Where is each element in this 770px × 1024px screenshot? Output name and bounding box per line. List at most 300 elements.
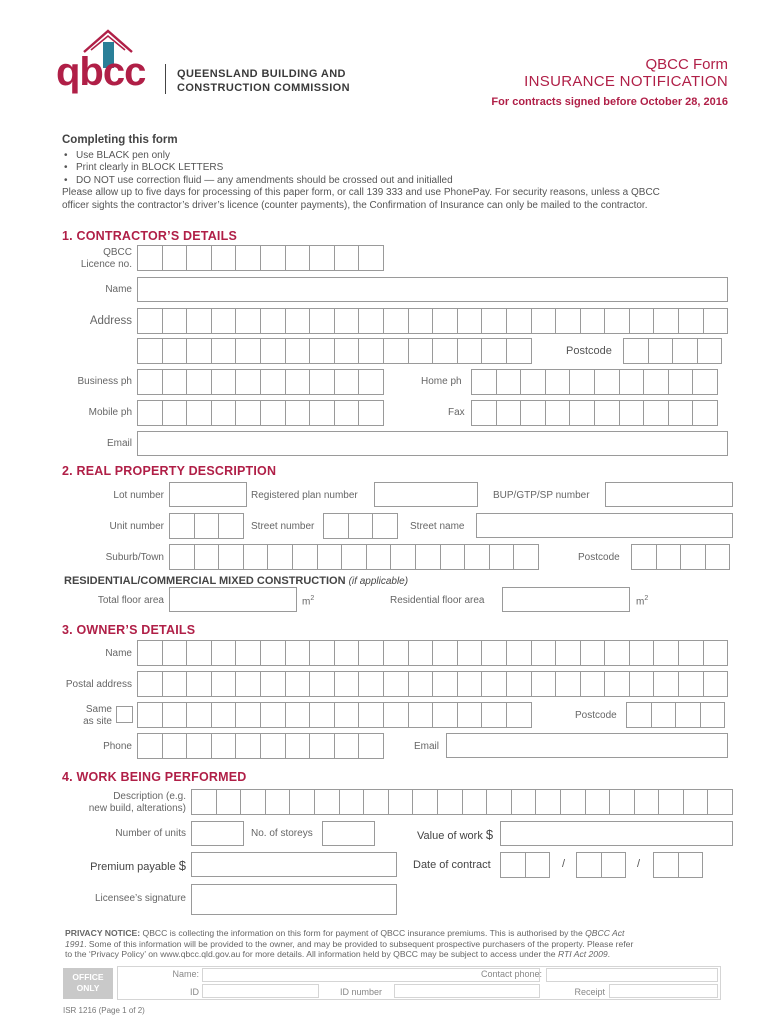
street-number-cells[interactable] (323, 513, 397, 539)
input-cell[interactable] (137, 640, 163, 666)
input-cell[interactable] (629, 308, 655, 334)
input-cell[interactable] (658, 789, 684, 815)
owner-name-label: Name (105, 648, 132, 659)
org-line-2: CONSTRUCTION COMMISSION (177, 82, 350, 94)
owner-phone-cells[interactable] (137, 733, 383, 759)
input-cell[interactable] (383, 640, 409, 666)
input-cell[interactable] (309, 369, 335, 395)
description-cells[interactable] (191, 789, 732, 815)
input-cell[interactable] (506, 702, 532, 728)
office-receipt-label: Receipt (574, 987, 605, 997)
input-cell[interactable] (432, 338, 458, 364)
input-cell[interactable] (576, 852, 602, 878)
input-cell[interactable] (440, 544, 466, 570)
input-cell[interactable] (432, 308, 458, 334)
input-cell[interactable] (432, 702, 458, 728)
input-cell[interactable] (235, 245, 261, 271)
input-cell[interactable] (500, 852, 526, 878)
input-cell[interactable] (481, 671, 507, 697)
input-cell[interactable] (555, 671, 581, 697)
same-as-site-label: Same as site (83, 704, 112, 727)
input-cell[interactable] (309, 640, 335, 666)
office-receipt-field[interactable] (609, 984, 718, 998)
input-cell[interactable] (309, 245, 335, 271)
input-cell[interactable] (496, 400, 522, 426)
input-cell[interactable] (506, 308, 532, 334)
office-id-field[interactable] (202, 984, 319, 998)
input-cell[interactable] (358, 369, 384, 395)
bup-field[interactable] (605, 482, 733, 507)
input-cell[interactable] (457, 308, 483, 334)
premium-field[interactable] (191, 852, 397, 877)
input-cell[interactable] (651, 702, 677, 728)
input-cell[interactable] (211, 369, 237, 395)
licence-number-cells[interactable] (137, 245, 383, 271)
input-cell[interactable] (486, 789, 512, 815)
input-cell[interactable] (211, 400, 237, 426)
input-cell[interactable] (683, 789, 709, 815)
input-cell[interactable] (358, 640, 384, 666)
input-cell[interactable] (569, 400, 595, 426)
input-cell[interactable] (412, 789, 438, 815)
input-cell[interactable] (334, 733, 360, 759)
input-cell[interactable] (162, 733, 188, 759)
input-cell[interactable] (506, 671, 532, 697)
input-cell[interactable] (408, 702, 434, 728)
input-cell[interactable] (437, 789, 463, 815)
contractor-postcode-cells[interactable] (623, 338, 721, 364)
input-cell[interactable] (211, 702, 237, 728)
section-2-title: 2. REAL PROPERTY DESCRIPTION (62, 464, 277, 478)
input-cell[interactable] (609, 789, 635, 815)
total-floor-field[interactable] (169, 587, 297, 612)
units-label: Number of units (115, 828, 186, 839)
input-cell[interactable] (285, 671, 311, 697)
lot-number-field[interactable] (169, 482, 247, 507)
input-cell[interactable] (162, 369, 188, 395)
input-cell[interactable] (358, 338, 384, 364)
input-cell[interactable] (309, 702, 335, 728)
registered-plan-field[interactable] (374, 482, 478, 507)
date-label: Date of contract (413, 859, 491, 871)
input-cell[interactable] (211, 338, 237, 364)
input-cell[interactable] (560, 789, 586, 815)
input-cell[interactable] (692, 369, 718, 395)
suburb-cells[interactable] (169, 544, 538, 570)
input-cell[interactable] (703, 671, 729, 697)
input-cell[interactable] (594, 400, 620, 426)
input-cell[interactable] (309, 400, 335, 426)
input-cell[interactable] (408, 338, 434, 364)
input-cell[interactable] (260, 308, 286, 334)
input-cell[interactable] (629, 671, 655, 697)
instructions-heading: Completing this form (62, 134, 178, 146)
input-cell[interactable] (481, 702, 507, 728)
input-cell[interactable] (334, 640, 360, 666)
postal-address-cells[interactable] (137, 671, 727, 697)
lot-number-label: Lot number (113, 490, 164, 501)
total-floor-label: Total floor area (97, 595, 164, 606)
fax-cells[interactable] (471, 400, 717, 426)
input-cell[interactable] (285, 702, 311, 728)
input-cell[interactable] (408, 640, 434, 666)
input-cell[interactable] (137, 702, 163, 728)
address-line-2-cells[interactable] (137, 338, 531, 364)
input-cell[interactable] (604, 640, 630, 666)
input-cell[interactable] (520, 400, 546, 426)
input-cell[interactable] (285, 338, 311, 364)
storeys-label: No. of storeys (251, 828, 313, 839)
input-cell[interactable] (668, 369, 694, 395)
input-cell[interactable] (388, 789, 414, 815)
input-cell[interactable] (383, 671, 409, 697)
input-cell[interactable] (162, 400, 188, 426)
input-cell[interactable] (481, 308, 507, 334)
input-cell[interactable] (358, 245, 384, 271)
input-cell[interactable] (700, 702, 726, 728)
input-cell[interactable] (186, 640, 212, 666)
office-use-panel (117, 966, 721, 1000)
input-cell[interactable] (643, 400, 669, 426)
input-cell[interactable] (162, 640, 188, 666)
input-cell[interactable] (137, 308, 163, 334)
input-cell[interactable] (218, 544, 244, 570)
input-cell[interactable] (243, 544, 269, 570)
input-cell[interactable] (358, 400, 384, 426)
input-cell[interactable] (216, 789, 242, 815)
input-cell[interactable] (137, 245, 163, 271)
input-cell[interactable] (260, 369, 286, 395)
input-cell[interactable] (580, 308, 606, 334)
input-cell[interactable] (260, 733, 286, 759)
input-cell[interactable] (317, 544, 343, 570)
residential-floor-unit: $m^2$ (636, 595, 649, 608)
input-cell[interactable] (211, 671, 237, 697)
contractor-name-field[interactable] (137, 277, 728, 302)
input-cell[interactable] (309, 733, 335, 759)
input-cell[interactable] (569, 369, 595, 395)
value-field[interactable] (500, 821, 733, 846)
input-cell[interactable] (137, 733, 163, 759)
input-cell[interactable] (634, 789, 660, 815)
input-cell[interactable] (186, 400, 212, 426)
input-cell[interactable] (415, 544, 441, 570)
input-cell[interactable] (648, 338, 674, 364)
input-cell[interactable] (656, 544, 682, 570)
input-cell[interactable] (432, 671, 458, 697)
input-cell[interactable] (235, 338, 261, 364)
input-cell[interactable] (457, 671, 483, 697)
signature-field[interactable] (191, 884, 397, 915)
mobile-phone-cells[interactable] (137, 400, 383, 426)
street-name-field[interactable] (476, 513, 733, 538)
storeys-field[interactable] (322, 821, 375, 846)
input-cell[interactable] (520, 369, 546, 395)
input-cell[interactable] (383, 338, 409, 364)
input-cell[interactable] (334, 369, 360, 395)
input-cell[interactable] (285, 733, 311, 759)
input-cell[interactable] (531, 308, 557, 334)
input-cell[interactable] (334, 308, 360, 334)
input-cell[interactable] (162, 671, 188, 697)
input-cell[interactable] (585, 789, 611, 815)
input-cell[interactable] (260, 245, 286, 271)
input-cell[interactable] (457, 640, 483, 666)
input-cell[interactable] (186, 308, 212, 334)
input-cell[interactable] (457, 702, 483, 728)
input-cell[interactable] (285, 245, 311, 271)
bup-label: BUP/GTP/SP number (493, 490, 590, 501)
input-cell[interactable] (289, 789, 315, 815)
input-cell[interactable] (285, 369, 311, 395)
input-cell[interactable] (525, 852, 551, 878)
input-cell[interactable] (186, 369, 212, 395)
input-cell[interactable] (309, 308, 335, 334)
input-cell[interactable] (372, 513, 398, 539)
input-cell[interactable] (211, 733, 237, 759)
input-cell[interactable] (186, 733, 212, 759)
input-cell[interactable] (194, 513, 220, 539)
input-cell[interactable] (555, 640, 581, 666)
input-cell[interactable] (471, 369, 497, 395)
input-cell[interactable] (580, 640, 606, 666)
input-cell[interactable] (309, 338, 335, 364)
input-cell[interactable] (309, 671, 335, 697)
input-cell[interactable] (235, 671, 261, 697)
org-line-1: QUEENSLAND BUILDING AND (177, 68, 346, 80)
input-cell[interactable] (457, 338, 483, 364)
input-cell[interactable] (545, 369, 571, 395)
office-id-number-label: ID number (340, 987, 383, 997)
input-cell[interactable] (235, 400, 261, 426)
form-subtitle: For contracts signed before October 28, 2016 (491, 96, 728, 108)
input-cell[interactable] (191, 789, 217, 815)
input-cell[interactable] (678, 671, 704, 697)
input-cell[interactable] (334, 702, 360, 728)
input-cell[interactable] (235, 702, 261, 728)
input-cell[interactable] (462, 789, 488, 815)
input-cell[interactable] (697, 338, 723, 364)
input-cell[interactable] (668, 400, 694, 426)
input-cell[interactable] (260, 671, 286, 697)
input-cell[interactable] (162, 702, 188, 728)
form-code: ISR 1216 (Page 1 of 2) (63, 1006, 145, 1015)
input-cell[interactable] (137, 671, 163, 697)
input-cell[interactable] (545, 400, 571, 426)
input-cell[interactable] (363, 789, 389, 815)
office-name-label: Name: (172, 969, 199, 979)
input-cell[interactable] (137, 338, 163, 364)
input-cell[interactable] (186, 671, 212, 697)
business-ph-label: Business ph (77, 376, 132, 387)
input-cell[interactable] (358, 671, 384, 697)
input-cell[interactable] (235, 640, 261, 666)
registered-plan-label: Registered plan number (251, 490, 358, 501)
input-cell[interactable] (285, 308, 311, 334)
input-cell[interactable] (235, 369, 261, 395)
input-cell[interactable] (692, 400, 718, 426)
input-cell[interactable] (348, 513, 374, 539)
input-cell[interactable] (471, 400, 497, 426)
input-cell[interactable] (235, 733, 261, 759)
property-postcode-label: Postcode (578, 552, 620, 563)
unit-number-cells[interactable] (169, 513, 243, 539)
input-cell[interactable] (334, 671, 360, 697)
input-cell[interactable] (334, 400, 360, 426)
home-ph-label: Home ph (421, 376, 462, 387)
total-floor-unit: $m^2$ (302, 595, 315, 608)
input-cell[interactable] (531, 671, 557, 697)
input-cell[interactable] (703, 640, 729, 666)
input-cell[interactable] (334, 245, 360, 271)
owner-postcode-cells[interactable] (626, 702, 724, 728)
input-cell[interactable] (162, 338, 188, 364)
input-cell[interactable] (267, 544, 293, 570)
input-cell[interactable] (211, 640, 237, 666)
input-cell[interactable] (672, 338, 698, 364)
property-postcode-cells[interactable] (631, 544, 729, 570)
input-cell[interactable] (285, 640, 311, 666)
input-cell[interactable] (292, 544, 318, 570)
date-month-cells[interactable] (576, 852, 625, 878)
input-cell[interactable] (169, 513, 195, 539)
business-phone-cells[interactable] (137, 369, 383, 395)
input-cell[interactable] (339, 789, 365, 815)
input-cell[interactable] (678, 308, 704, 334)
input-cell[interactable] (358, 733, 384, 759)
input-cell[interactable] (513, 544, 539, 570)
bullet-item: • DO NOT use correction fluid — any amendments should be crossed out and initialled (64, 174, 453, 186)
input-cell[interactable] (137, 369, 163, 395)
input-cell[interactable] (703, 308, 729, 334)
input-cell[interactable] (260, 702, 286, 728)
input-cell[interactable] (680, 544, 706, 570)
input-cell[interactable] (285, 400, 311, 426)
input-cell[interactable] (531, 640, 557, 666)
input-cell[interactable] (464, 544, 490, 570)
address-line-1-cells[interactable] (137, 308, 727, 334)
owner-email-field[interactable] (446, 733, 728, 758)
input-cell[interactable] (218, 513, 244, 539)
input-cell[interactable] (653, 308, 679, 334)
input-cell[interactable] (580, 671, 606, 697)
description-label: Description (e.g. new build, alterations) (88, 791, 186, 814)
input-cell[interactable] (260, 400, 286, 426)
input-cell[interactable] (240, 789, 266, 815)
input-cell[interactable] (162, 308, 188, 334)
name-label: Name (105, 284, 132, 295)
input-cell[interactable] (383, 308, 409, 334)
input-cell[interactable] (489, 544, 515, 570)
input-cell[interactable] (705, 544, 731, 570)
same-as-site-checkbox[interactable] (116, 706, 133, 723)
input-cell[interactable] (506, 640, 532, 666)
input-cell[interactable] (707, 789, 733, 815)
input-cell[interactable] (390, 544, 416, 570)
input-cell[interactable] (341, 544, 367, 570)
owner-name-cells[interactable] (137, 640, 727, 666)
input-cell[interactable] (604, 671, 630, 697)
input-cell[interactable] (211, 308, 237, 334)
input-cell[interactable] (432, 640, 458, 666)
input-cell[interactable] (186, 702, 212, 728)
units-field[interactable] (191, 821, 244, 846)
fax-label: Fax (448, 407, 465, 418)
input-cell[interactable] (366, 544, 392, 570)
input-cell[interactable] (358, 702, 384, 728)
input-cell[interactable] (383, 702, 409, 728)
email-label: Email (106, 438, 132, 449)
input-cell[interactable] (619, 400, 645, 426)
street-number-label: Street number (251, 521, 315, 532)
input-cell[interactable] (323, 513, 349, 539)
input-cell[interactable] (235, 308, 261, 334)
input-cell[interactable] (408, 671, 434, 697)
input-cell[interactable] (186, 338, 212, 364)
input-cell[interactable] (186, 245, 212, 271)
home-phone-cells[interactable] (471, 369, 717, 395)
input-cell[interactable] (623, 338, 649, 364)
input-cell[interactable] (631, 544, 657, 570)
input-cell[interactable] (481, 640, 507, 666)
input-cell[interactable] (211, 245, 237, 271)
input-cell[interactable] (626, 702, 652, 728)
input-cell[interactable] (594, 369, 620, 395)
input-cell[interactable] (604, 308, 630, 334)
postal-address-label: Postal address (65, 679, 132, 690)
input-cell[interactable] (408, 308, 434, 334)
input-cell[interactable] (653, 640, 679, 666)
postal-address-line-2-cells[interactable] (137, 702, 531, 728)
date-year-cells[interactable] (653, 852, 702, 878)
input-cell[interactable] (496, 369, 522, 395)
input-cell[interactable] (162, 245, 188, 271)
input-cell[interactable] (260, 338, 286, 364)
input-cell[interactable] (555, 308, 581, 334)
input-cell[interactable] (535, 789, 561, 815)
input-cell[interactable] (358, 308, 384, 334)
input-cell[interactable] (678, 852, 704, 878)
form-name: QBCC Form (645, 56, 728, 73)
input-cell[interactable] (601, 852, 627, 878)
office-id-number-field[interactable] (394, 984, 540, 998)
input-cell[interactable] (194, 544, 220, 570)
office-only-badge: OFFICE ONLY (63, 968, 113, 999)
input-cell[interactable] (653, 852, 679, 878)
input-cell[interactable] (619, 369, 645, 395)
input-cell[interactable] (314, 789, 340, 815)
input-cell[interactable] (137, 400, 163, 426)
input-cell[interactable] (481, 338, 507, 364)
contractor-email-field[interactable] (137, 431, 728, 456)
office-contact-field[interactable] (546, 968, 718, 982)
input-cell[interactable] (334, 338, 360, 364)
input-cell[interactable] (506, 338, 532, 364)
input-cell[interactable] (643, 369, 669, 395)
date-slash-2: / (637, 858, 641, 870)
input-cell[interactable] (653, 671, 679, 697)
form-header (491, 56, 728, 108)
input-cell[interactable] (678, 640, 704, 666)
residential-floor-field[interactable] (502, 587, 630, 612)
input-cell[interactable] (511, 789, 537, 815)
date-day-cells[interactable] (500, 852, 549, 878)
input-cell[interactable] (260, 640, 286, 666)
input-cell[interactable] (675, 702, 701, 728)
input-cell[interactable] (169, 544, 195, 570)
input-cell[interactable] (629, 640, 655, 666)
input-cell[interactable] (265, 789, 291, 815)
